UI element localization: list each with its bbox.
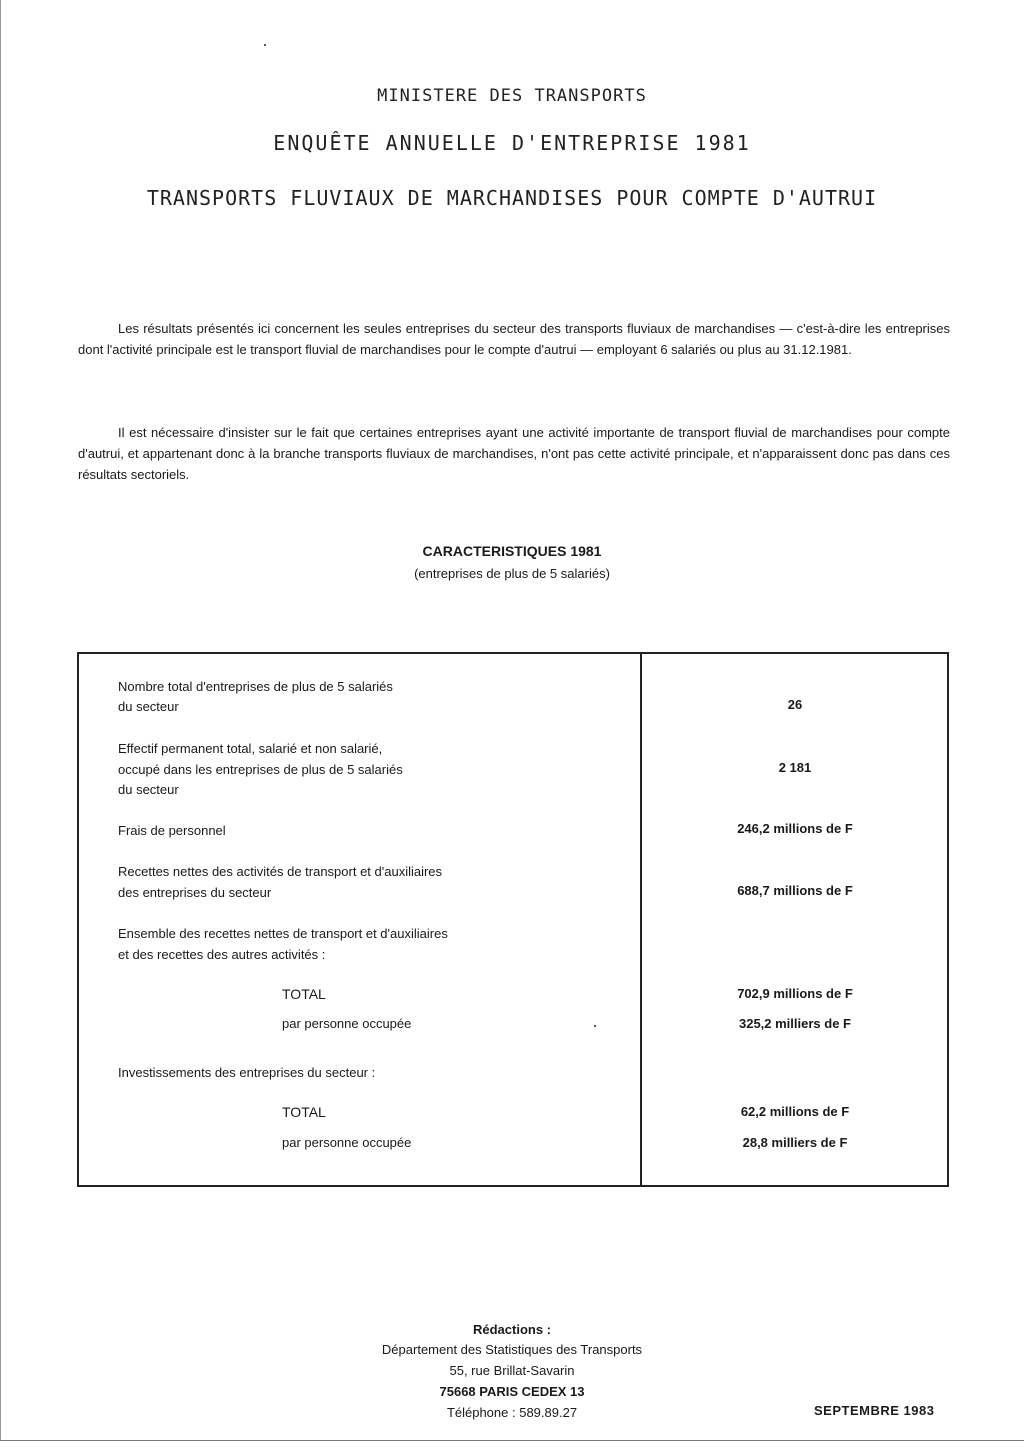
row-label: et des recettes des autres activités :: [118, 947, 326, 962]
row-label: Investissements des entreprises du secteur :: [118, 1065, 376, 1080]
total-label: TOTAL: [282, 986, 326, 1002]
footer-city: 75668 PARIS CEDEX 13: [439, 1384, 585, 1399]
row-label: des entreprises du secteur: [118, 885, 272, 900]
sector-title: TRANSPORTS FLUVIAUX DE MARCHANDISES POUR COMPTE D'AUTRUI: [146, 186, 878, 210]
row-label: occupé dans les entreprises de plus de 5 salariés: [118, 762, 403, 777]
row-value: 26: [787, 697, 803, 712]
row-label: Nombre total d'entreprises de plus de 5 salariés: [118, 679, 393, 694]
survey-title: ENQUÊTE ANNUELLE D'ENTREPRISE 1981: [273, 131, 751, 155]
publication-date: SEPTEMBRE 1983: [814, 1403, 935, 1418]
footer-phone: Téléphone : 589.89.27: [446, 1405, 578, 1420]
per-person-label: par personne occupée: [282, 1016, 412, 1031]
row-label: Ensemble des recettes nettes de transport et d'auxiliaires: [118, 926, 448, 941]
section-subtitle: (entreprises de plus de 5 salariés): [414, 566, 610, 581]
section-title: CARACTERISTIQUES 1981: [422, 543, 602, 559]
scan-speck: [264, 44, 266, 46]
footer-department: Département des Statistiques des Transports: [381, 1342, 643, 1357]
total-label: TOTAL: [282, 1104, 326, 1120]
ministry-title: MINISTERE DES TRANSPORTS: [377, 86, 647, 106]
row-label: du secteur: [118, 699, 179, 714]
row-value: 62,2 millions de F: [740, 1104, 850, 1119]
row-label: Recettes nettes des activités de transport et d'auxiliaires: [118, 864, 443, 879]
row-value: 325,2 milliers de F: [738, 1016, 851, 1031]
intro-paragraph-2: Il est nécessaire d'insister sur le fait que certaines entreprises ayant une activité importante de transport fluvial de marchandises pour compte d'autrui, et appartenant donc à la branche transports fluviaux de marchandises, n'ont pas cette activité principale, et n'apparaissent donc pas dans ces résultats sectoriels.: [78, 425, 950, 482]
row-label: Frais de personnel: [118, 823, 226, 838]
row-value: 688,7 millions de F: [737, 883, 853, 898]
footer-editorial-label: Rédactions :: [472, 1322, 551, 1337]
row-value: 2 181: [778, 760, 812, 775]
row-label: du secteur: [118, 782, 179, 797]
row-value: 246,2 millions de F: [737, 821, 853, 836]
row-value: 702,9 millions de F: [737, 986, 853, 1001]
intro-paragraph-1: Les résultats présentés ici concernent les seules entreprises du secteur des transports fluviaux de marchandises — c'est-à-dire les entreprises dont l'activité principale est le transport fluvial de marchandises pour le compte d'autrui — employant 6 salariés ou plus au 31.12.1981.: [78, 321, 950, 357]
row-label: Effectif permanent total, salarié et non salarié,: [118, 741, 383, 756]
row-value: 28,8 milliers de F: [742, 1135, 848, 1150]
page-edge-left: [0, 0, 1, 1441]
per-person-label: par personne occupée: [282, 1135, 412, 1150]
page-edge-bottom: [0, 1440, 1024, 1441]
footer-street: 55, rue Brillat-Savarin: [449, 1363, 575, 1378]
